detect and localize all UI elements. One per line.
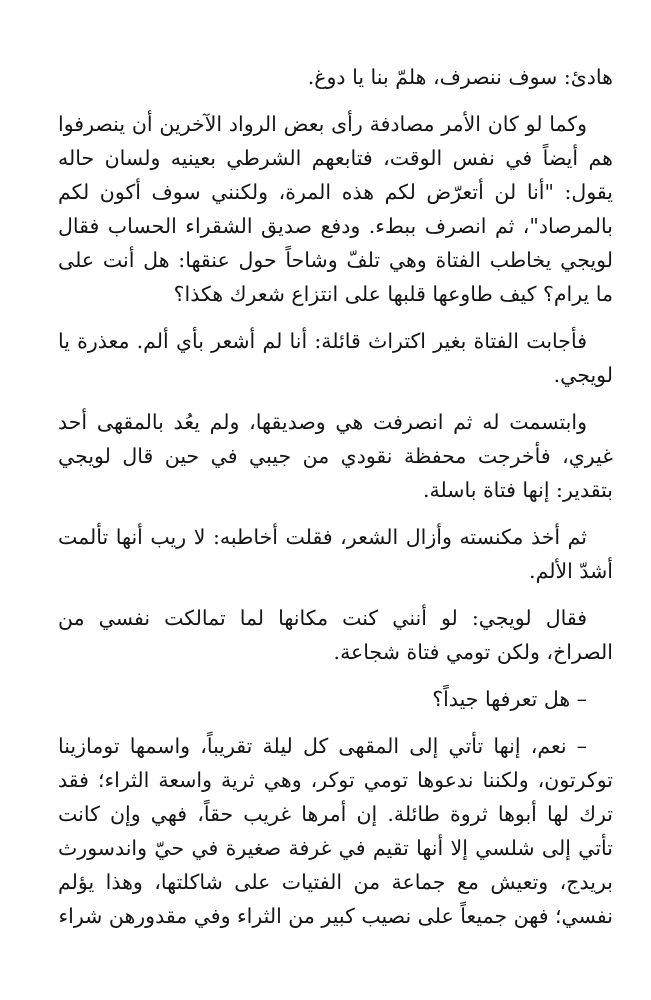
dialog-line-1: – هل تعرفها جيداً؟ bbox=[432, 687, 587, 711]
paragraph-1: هادئ: سوف ننصرف، هلمّ بنا يا دوغ. bbox=[307, 65, 613, 89]
paragraph-6: فقال لويجي: لو أنني كنت مكانها لما تمالكت نفسي من الصراخ، ولكن تومي فتاة شجاعة. bbox=[58, 606, 613, 664]
paragraph-3: فأجابت الفتاة بغير اكتراث قائلة: أنا لم أشعر بأي ألم. معذرة يا لويجي. bbox=[58, 329, 613, 387]
paragraph-2: وكما لو كان الأمر مصادفة رأى بعض الرواد الآخرين أن ينصرفوا هم أيضاً في نفس الوقت، فتابعهم الشرطي بعينيه ولسان حاله يقول: "أنا لن أتعرّض لكم هذه المرة، ولكنني سوف أكون لكم بالمرصاد"، ثم انصرف ببطء. ودفع صديق الشقراء الحساب فقال لويجي يخاطب الفتاة وهي تلفّ وشاحاً حول عنقها: هل أنت على ما يرام؟ كيف طاوعها قلبها على انتزاع شعرك هكذا؟ bbox=[58, 112, 613, 306]
paragraph-5: ثم أخذ مكنسته وأزال الشعر، فقلت أخاطبه: لا ريب أنها تألمت أشدّ الألم. bbox=[58, 525, 613, 583]
paragraph-4: وابتسمت له ثم انصرفت هي وصديقها، ولم يعُد بالمقهى أحد غيري، فأخرجت محفظة نقودي من جيبي في حين قال لويجي بتقدير: إنها فتاة باسلة. bbox=[58, 410, 613, 502]
dialog-line-2: – نعم، إنها تأتي إلى المقهى كل ليلة تقريباً، واسمها تومازينا توكرتون، ولكننا ندعوها تومي توكر، وهي ثرية واسعة الثراء؛ فقد ترك لها أبوها ثروة طائلة. إن أمرها غريب حقاً، فهي وإن كانت تأتي إلى شلسي إلا أنها تقيم في غرفة صغيرة في حيّ واندسورث بريدج، وتعيش مع جماعة من الفتيات على شاكلتها، وهذا يؤلم نفسي؛ فهن جميعاً على نصيب كبير من الثراء وفي مقدورهن شراء bbox=[58, 734, 613, 928]
book-page bbox=[58, 60, 613, 946]
